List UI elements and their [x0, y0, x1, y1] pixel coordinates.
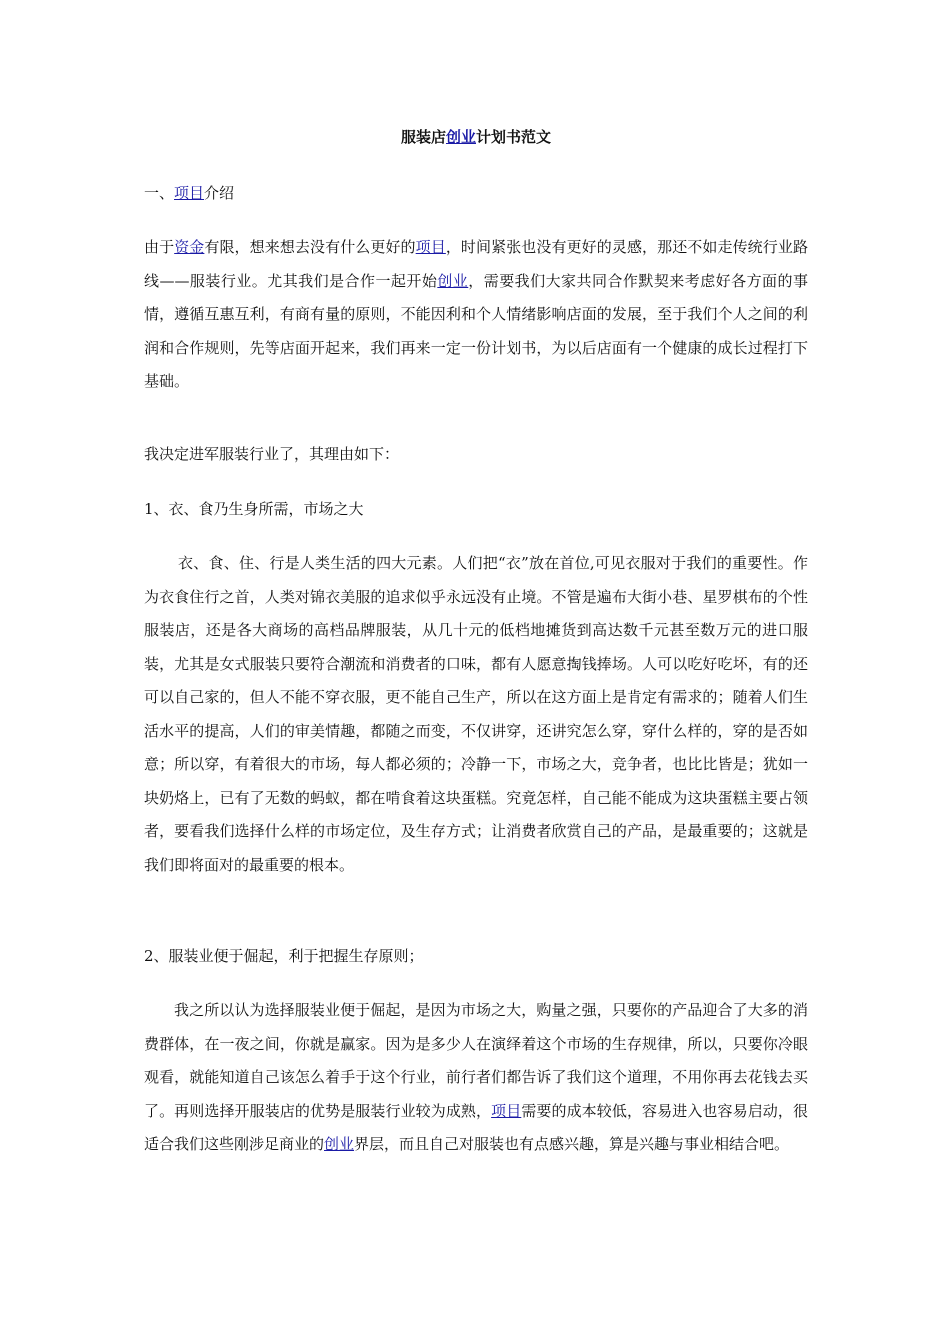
- title-text-part2: 计划书范文: [476, 128, 552, 146]
- intro-text-2: 有限，想来想去没有什么更好的: [204, 238, 416, 256]
- intro-link-project[interactable]: 项目: [415, 238, 446, 256]
- intro-paragraph: [144, 231, 808, 399]
- intro-text-4: ，需要我们大家共同合作默契来考虑好各方面的事情，遵循互惠互利，有商有量的原则，不能因利和个人情绪影响店面的发展，至于我们个人之间的利润和合作规则，先等店面开起来，我们再来一定一份计划书，为以后店面有一个健康的成长过程打下基础。: [144, 271, 808, 390]
- section-intro-link-project[interactable]: 项目: [174, 184, 205, 202]
- intro-text-3: ，时间紧张也没有更好的灵感，那还不如走传统行业路线——服装行业。尤其我们是合作一起开始: [144, 238, 808, 290]
- reason2-heading: 2、服装业便于倔起，利于把握生存原则；: [144, 947, 424, 965]
- section-intro-prefix: 一、: [144, 184, 175, 202]
- reason2-text-2: 需要的成本较低，容易进入也容易启动，很适合我们这些刚涉足商业的: [144, 1101, 808, 1153]
- title-link-entrepreneurship[interactable]: 创业: [445, 128, 476, 146]
- reason2-text-3: 界层，而且自己对服装也有点感兴趣，算是兴趣与事业相结合吧。: [354, 1135, 790, 1153]
- reason2-link-project[interactable]: 项目: [491, 1101, 522, 1120]
- section-intro-heading: [144, 180, 234, 206]
- reason1-body: 衣、食、住、行是人类生活的四大元素。人们把“衣”放在首位,可见衣服对于我们的重要性。作为衣食住行之首，人类对锦衣美服的追求似乎永远没有止境。不管是遍布大街小巷、星罗棋布的个性服装店，还是各大商场的高档品牌服装，从几十元的低档地摊货到高达数千元甚至数万元的进口服装，尤其是女式服装只要符合潮流和消费者的口味，都有人愿意掏钱捧场。人可以吃好吃坏，有的还可以自己家的，但人不能不穿衣服，更不能自己生产，所以在这方面上是肯定有需求的；随着人们生活水平的提高，人们的审美情趣，都随之而变，不仅讲穿，还讲究怎么穿，穿什么样的，穿的是否如意；所以穿，有着很大的市场，每人都必须的；冷静一下，市场之大，竞争者，也比比皆是；犹如一块奶烙上，已有了无数的蚂蚁，都在啃食着这块蛋糕。究竟怎样，自己能不能成为这块蛋糕主要占领者，要看我们选择什么样的市场定位，及生存方式；让消费者欣赏自己的产品，是最重要的；这就是我们即将面对的最重要的根本。: [144, 554, 808, 874]
- intro-link-entrepreneurship[interactable]: 创业: [437, 271, 469, 290]
- reason2-body: [144, 994, 808, 1162]
- reason2-text-1: 我之所以认为选择服装业便于倔起，是因为市场之大，购量之强，只要你的产品迎合了大多的消费群体，在一夜之间，你就是赢家。因为是多少人在演绎着这个市场的生存规律，所以，只要你冷眼观看，就能知道自己该怎么着手于这个行业，前行者们都告诉了我们这个道理，不用你再去花钱去买了。再则选择开服装店的优势是服装行业较为成熟，: [144, 1001, 808, 1120]
- title-text-part1: 服装店: [400, 128, 446, 146]
- intro-link-funds[interactable]: 资金: [174, 238, 205, 256]
- reason2-link-entrepreneurship[interactable]: 创业: [324, 1135, 355, 1153]
- intro-text-1: 由于: [144, 238, 175, 256]
- reason1-heading: 1、衣、食乃生身所需，市场之大: [144, 500, 364, 518]
- section-intro-suffix: 介绍: [204, 184, 235, 202]
- document-title: [144, 124, 808, 150]
- decision-line: 我决定进军服装行业了，其理由如下：: [144, 445, 400, 463]
